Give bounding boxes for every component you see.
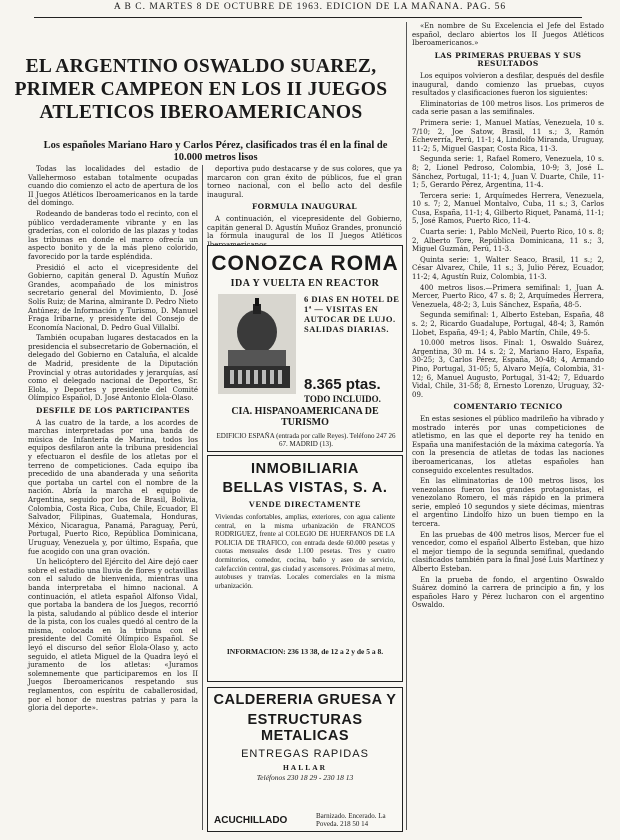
paragraph: Un helicóptero del Ejército del Aire dejó caer sobre el estadio una lluvia de flores y octavillas con el saludo de bienvenida, mientras una banda interpretaba el himno nacional. A continuación, el atleta español Alfonso Vidal, que portaba la bandera de los Juegos, recorrió la pista, saludando al público desde el interior de la pista, con los cuales quedó al centro de la misma, colocada en la tribuna con el presidente del Comité Olímpico Español. Se leyó el discurso del señor Elola-Olaso y, acto seguido, el atleta Miguel de la Quadra leyó el juramento de los atletas: «Juramos solemnemente que participaremos en los II Juegos Iberoamericanos respetando sus reglamentos, con espíritu de caballerosidad, por el honor de nuestras patrias y para la gloria del deporte». (28, 558, 198, 713)
ad-body: Viviendas confortables, amplias, exteriores, con agua caliente central, en la misma urbanización de FRANCOS RODRIGUEZ, frente al COLEGIO DE HUERFANOS DE LA POLICIA DE TRAFICO, con entrada desde 60.000 pesetas y cuotas mensuales desde 1.100 pesetas. Tres y cuatro dormitorios, comedor, cocina, baño y aseo de servicio, calefacción central, gas ciudad y ascensores. Próximas al metro, autobuses y tranvías. Locales comerciales en la misma urbanización. (215, 513, 395, 590)
ad-phones: Teléfonos 230 18 29 - 230 18 13 (256, 773, 354, 782)
paragraph: En la prueba de fondo, el argentino Oswaldo Suárez dominó la carrera de principio a fin, y los españoles Haro y Pérez lucharon con el argentino Oswaldo. (412, 575, 604, 610)
article-subhead: Los españoles Mariano Haro y Carlos Pérez, clasificados tras él en la final de 10.000 metros lisos (43, 140, 388, 163)
result-item: Segunda serie: 1, Rafael Romero, Venezuela, 10 s. 8; 2, Lionel Pedroso, Colombia, 10-9; 3, José L. Sánchez, Portugal, 11-1; 4, Juan V. Duarte, Chile, 11-1; 5, Gerardo Pérez, Argentina, 11-4. (412, 155, 604, 190)
article-column-2 (207, 165, 402, 241)
column-divider (406, 22, 407, 830)
ad-brand: ACUCHILLADO (214, 815, 288, 826)
ad-brand-info: Barnizado. Encerado. La Poveda. 218 50 14 (316, 812, 386, 828)
ad-title: CONOZCA ROMA (211, 252, 399, 275)
ad-title-2: ESTRUCTURAS METALICAS (247, 712, 363, 744)
result-item: Segunda semifinal: 1, Alberto Esteban, España, 48 s. 2; 2, Ricardo Guadalupe, Portugal, 48-4; 3, Ramón Llobet, España, 49-1; 4, Pablo Martín, Chile, 49-5. (412, 311, 604, 337)
paragraph: En las eliminatorias de 100 metros lisos, los venezolanos fueron los grandes protagonistas, el venezolano Romero, el más rápido en la primera serie, empleó 10 segundos y siete décimas, mientras el argentino Lindolfo hizo un buen tiempo en la tercera. (412, 477, 604, 529)
result-item: 400 metros lisos.—Primera semifinal: 1, Juan A. Mercer, Puerto Rico, 47 s. 8; 2, Arquímedes Herrera, Venezuela, 48-2; 3, Luis Sánchez, España, 48-5. (412, 283, 604, 309)
ad-included: TODO INCLUIDO. (304, 394, 381, 404)
section-heading: DESFILE DE LOS PARTICIPANTES (36, 406, 190, 416)
ad-company: CIA. HISPANOAMERICANA DE TURISMO (231, 406, 379, 428)
result-item: 10.000 metros lisos. Final: 1, Oswaldo Suárez, Argentina, 30 m. 14 s. 2; 2, Mariano Haro, España, 30-25; 3, Carlos Pérez, España, 30-48; 4, Armando Pino, Portugal, 31-05; 5, Alvaro Mejía, Colombia, 31-12; 6, Manuel Augusto, Portugal, 31-42; 7, Eduardo Vidal, Chile, 31-58; 8, Ernesto Lorenzo, Uruguay, 32-09. (412, 339, 604, 399)
header-rule (34, 17, 582, 18)
column-divider (202, 165, 203, 830)
section-heading: FORMULA INAUGURAL (252, 202, 357, 212)
ad-caldereria (207, 687, 403, 832)
paragraph: deportiva pudo destacarse y de sus colores, que ya marcaron con gran éxito de públicos, fue el gran torneo nacional, con el bello acto del desfile inaugural. (207, 165, 402, 199)
page-header: A B C. MARTES 8 DE OCTUBRE DE 1963. EDICION DE LA MAÑANA. PAG. 56 (113, 2, 507, 12)
ad-price: 8.365 ptas. (304, 376, 381, 393)
section-heading: LAS PRIMERAS PRUEBAS Y SUS RESULTADOS (434, 50, 582, 69)
paragraph: Rodeando de banderas todo el recinto, con el público verdaderamente vibrante y en las graderías, con el colorido de las plazas y todas las tribunas en donde el marco ofrecía un aspecto bonito y de la más pleno colorido, favorecido por la tarde espléndida. (28, 209, 198, 261)
ad-address: EDIFICIO ESPAÑA (entrada por calle Reyes). Teléfono 247 26 67. MADRID (13). (216, 432, 396, 448)
result-item: Tercera serie: 1, Arquímedes Herrera, Venezuela, 10 s. 7; 2, Manuel Montalvo, Cuba, 11 s.; 3, Carlos Cusa, España, 11-1; 4, Gilberto Riquet, Panamá, 11-1; 5, José Ramos, Puerto Rico, 11-4. (412, 191, 604, 226)
ad-contact: INFORMACION: 236 13 38, de 12 a 2 y de 5 a 8. (226, 647, 384, 656)
paragraph: Todas las localidades del estadio de Vallehermoso estaban totalmente ocupadas cuando dio comienzo el acto de apertura de los II Juegos Atléticos Iberoamericanos en la tarde del domingo. (28, 165, 198, 208)
result-item: Quinta serie: 1, Walter Seaco, Brasil, 11 s.; 2, César Alvarez, Chile, 11 s.; 3, Julio Pérez, Ecuador, 11-2; 4, Agustín Ruiz, Colombia, 11-3. (412, 255, 604, 282)
ad-label: HALLAR (282, 763, 328, 772)
ad-subtitle: IDA Y VUELTA EN REACTOR (230, 278, 380, 289)
paragraph: Los equipos volvieron a desfilar, después del desfile inaugural, dando comienzo las pruebas, cuyos resultados y clasificaciones fueron los siguientes: (412, 71, 604, 98)
paragraph: A las cuatro de la tarde, a los acordes de marchas interpretadas por una banda de música de Infantería de Marina, todos los equipos desfilaron ante la tribuna presidencial y efectuaron el desfile de los atletas por el terreno de competiciones. Cada equipo iba precedido de una abanderada y una señorita que portaba un cartel con el nombre de la nación. Abría la marcha el equipo de Argentina, seguido por los de Brasil, Bolivia, Colombia, Costa Rica, Cuba, Chile, Ecuador, El Salvador, Filipinas, Guatemala, Honduras, México, Nicaragua, Panamá, Paraguay, Perú, Portugal, Puerto Rico, República Dominicana, Uruguay, Venezuela y, por último, España, que fue acogido con una gran ovación. (28, 418, 198, 556)
ad-conozca-roma (207, 245, 403, 452)
paragraph: En las pruebas de 400 metros lisos, Mercer fue el vencedor, como el español Alberto Esteban, que hizo el mejor tiempo de la segunda semifinal, quedando clasificados también para la final José Luis Martínez y Alberto Esteban. (412, 530, 604, 574)
ad-tagline: VENDE DIRECTAMENTE (248, 499, 362, 509)
result-item: Primera serie: 1, Manuel Matías, Venezuela, 10 s. 7/10; 2, Joe Satow, Brasil, 11 s.; 3, Ramón Echeverría, Perú, 11-1; 4, Lindolfo Miranda, Uruguay, 11-2; 5, Miguel Gaspar, Costa Rica, 11-3. (412, 118, 604, 153)
paragraph: A continuación, el vicepresidente del Gobierno, capitán general D. Agustín Muñoz Grandes, pronunció la fórmula inaugural de los II Juegos Atléticos (207, 214, 402, 241)
article-column-1 (28, 165, 198, 830)
ad-details: 6 DIAS EN HOTEL DE 1ª — VISITAS EN AUTOCAR DE LUJO. SALIDAS DIARIAS. (304, 294, 400, 334)
ad-tagline: ENTREGAS RAPIDAS (241, 748, 369, 760)
result-item: Cuarta serie: 1, Pablo McNeil, Puerto Rico, 10 s. 8; 2, Alberto Tore, República Dominicana, 11 s.; 3, Miguel Guzmán, Perú, 11-3. (412, 228, 604, 254)
section-heading: COMENTARIO TECNICO (453, 402, 563, 412)
ad-title-2: BELLAS VISTAS, S. A. (222, 480, 388, 496)
paragraph: En estas sesiones el público madrileño ha vibrado y mostrado interés por unas competiciones de atletismo, en las que el deporte rey ha tenido en España una manifestación de la máxima categoría. Ya con la presencia de atletas de todas las naciones iberoamericanas, los atletas españoles han conseguido excelentes resultados. (412, 414, 604, 475)
article-column-right (412, 22, 604, 832)
result-item: Eliminatorias de 100 metros lisos. Los primeros de cada serie pasan a las semifinales. (412, 99, 604, 117)
ad-inmobiliaria (207, 455, 403, 682)
article-headline: EL ARGENTINO OSWALDO SUAREZ, PRIMER CAMPEON EN LOS II JUEGOS ATLETICOS IBEROAMERICANOS (14, 56, 388, 123)
ad-title: CALDERERIA GRUESA Y (213, 692, 397, 708)
paragraph: Presidió el acto el vicepresidente del Gobierno, capitán general D. Agustín Muñoz Grandes, acompañado de los ministros secretario general del Movimiento, D. José Solís Ruiz; de Marina, almirante D. Pedro Nieto Antúnez; de Información y Turismo, D. Manuel Fraga Iribarne, y presidente del Consejo de Economía Nacional, D. Pedro Gual Villalbí. (28, 263, 198, 332)
paragraph: «En nombre de Su Excelencia el Jefe del Estado español, declaro abiertos los II Juegos Atléticos Iberoamericanos.» (412, 22, 604, 48)
paragraph: También ocupaban lugares destacados en la presidencia el subsecretario de Gobernación, el delegado del Gobierno en Cataluña, el alcalde de Madrid, presidente de la Diputación Provincial y otras autoridades y jerarquías, así como el delegado nacional de Deportes, Sr. Elola, y Deportes y presidente del Comité Olímpico Español, D. José Antonio Elola-Olaso. (28, 334, 198, 403)
ad-title: INMOBILIARIA (251, 461, 359, 477)
st-peters-dome-illustration (218, 294, 296, 394)
